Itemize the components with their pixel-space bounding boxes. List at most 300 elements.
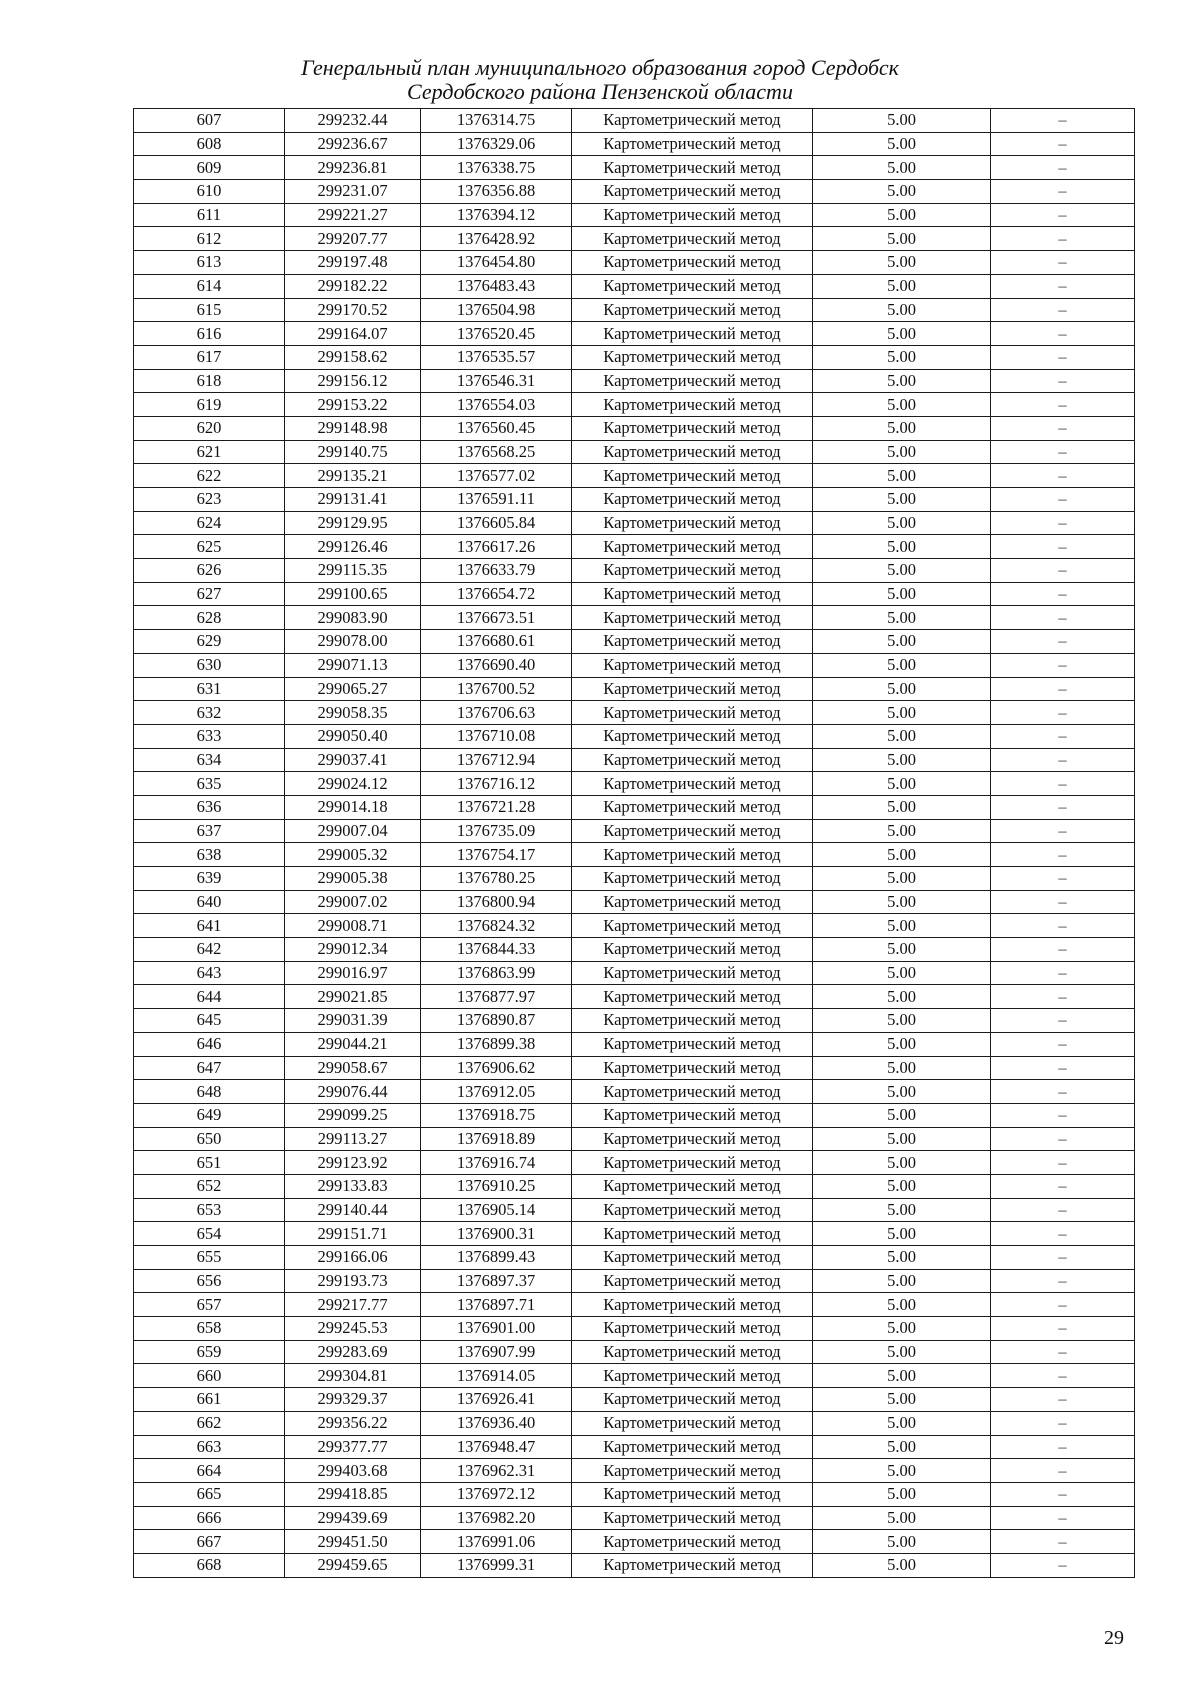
method-cell: Картометрический метод: [572, 132, 813, 156]
y-coordinate-cell: 1376710.08: [421, 724, 572, 748]
point-number-cell: 643: [134, 961, 285, 985]
point-number-cell: 651: [134, 1151, 285, 1175]
x-coordinate-cell: 299071.13: [285, 653, 421, 677]
x-coordinate-cell: 299050.40: [285, 724, 421, 748]
point-number-cell: 649: [134, 1103, 285, 1127]
table-row: [134, 772, 1135, 796]
method-cell: Картометрический метод: [572, 1009, 813, 1033]
point-number-cell: 653: [134, 1198, 285, 1222]
accuracy-cell: 5.00: [813, 559, 991, 583]
y-coordinate-cell: 1376905.14: [421, 1198, 572, 1222]
table-row: [134, 630, 1135, 654]
x-coordinate-cell: 299451.50: [285, 1530, 421, 1554]
table-row: [134, 132, 1135, 156]
y-coordinate-cell: 1376554.03: [421, 393, 572, 417]
x-coordinate-cell: 299007.04: [285, 819, 421, 843]
y-coordinate-cell: 1376907.99: [421, 1340, 572, 1364]
method-cell: Картометрический метод: [572, 1103, 813, 1127]
note-cell: –: [991, 724, 1135, 748]
point-number-cell: 610: [134, 180, 285, 204]
accuracy-cell: 5.00: [813, 1174, 991, 1198]
note-cell: –: [991, 1151, 1135, 1175]
method-cell: Картометрический метод: [572, 843, 813, 867]
y-coordinate-cell: 1376982.20: [421, 1506, 572, 1530]
point-number-cell: 633: [134, 724, 285, 748]
method-cell: Картометрический метод: [572, 109, 813, 133]
point-number-cell: 642: [134, 938, 285, 962]
note-cell: –: [991, 843, 1135, 867]
y-coordinate-cell: 1376754.17: [421, 843, 572, 867]
table-row: [134, 156, 1135, 180]
point-number-cell: 646: [134, 1032, 285, 1056]
x-coordinate-cell: 299083.90: [285, 606, 421, 630]
accuracy-cell: 5.00: [813, 677, 991, 701]
table-row: [134, 416, 1135, 440]
method-cell: Картометрический метод: [572, 559, 813, 583]
point-number-cell: 656: [134, 1269, 285, 1293]
x-coordinate-cell: 299304.81: [285, 1364, 421, 1388]
accuracy-cell: 5.00: [813, 1530, 991, 1554]
note-cell: –: [991, 961, 1135, 985]
table-row: [134, 795, 1135, 819]
accuracy-cell: 5.00: [813, 1459, 991, 1483]
table-row: [134, 1435, 1135, 1459]
method-cell: Картометрический метод: [572, 1293, 813, 1317]
note-cell: –: [991, 1174, 1135, 1198]
table-row: [134, 1293, 1135, 1317]
note-cell: –: [991, 416, 1135, 440]
y-coordinate-cell: 1376700.52: [421, 677, 572, 701]
accuracy-cell: 5.00: [813, 1103, 991, 1127]
accuracy-cell: 5.00: [813, 251, 991, 275]
method-cell: Картометрический метод: [572, 1435, 813, 1459]
method-cell: Картометрический метод: [572, 156, 813, 180]
y-coordinate-cell: 1376504.98: [421, 298, 572, 322]
y-coordinate-cell: 1376780.25: [421, 867, 572, 891]
note-cell: –: [991, 203, 1135, 227]
method-cell: Картометрический метод: [572, 1506, 813, 1530]
method-cell: Картометрический метод: [572, 914, 813, 938]
method-cell: Картометрический метод: [572, 795, 813, 819]
note-cell: –: [991, 1553, 1135, 1577]
point-number-cell: 644: [134, 985, 285, 1009]
table-row: [134, 203, 1135, 227]
point-number-cell: 660: [134, 1364, 285, 1388]
accuracy-cell: 5.00: [813, 1222, 991, 1246]
y-coordinate-cell: 1376546.31: [421, 369, 572, 393]
y-coordinate-cell: 1376936.40: [421, 1411, 572, 1435]
accuracy-cell: 5.00: [813, 227, 991, 251]
point-number-cell: 639: [134, 867, 285, 891]
y-coordinate-cell: 1376721.28: [421, 795, 572, 819]
accuracy-cell: 5.00: [813, 156, 991, 180]
method-cell: Картометрический метод: [572, 1459, 813, 1483]
method-cell: Картометрический метод: [572, 1174, 813, 1198]
x-coordinate-cell: 299221.27: [285, 203, 421, 227]
point-number-cell: 618: [134, 369, 285, 393]
point-number-cell: 638: [134, 843, 285, 867]
y-coordinate-cell: 1376314.75: [421, 109, 572, 133]
x-coordinate-cell: 299126.46: [285, 535, 421, 559]
point-number-cell: 668: [134, 1553, 285, 1577]
note-cell: –: [991, 819, 1135, 843]
y-coordinate-cell: 1376633.79: [421, 559, 572, 583]
point-number-cell: 607: [134, 109, 285, 133]
note-cell: –: [991, 180, 1135, 204]
x-coordinate-cell: 299140.44: [285, 1198, 421, 1222]
method-cell: Картометрический метод: [572, 748, 813, 772]
x-coordinate-cell: 299044.21: [285, 1032, 421, 1056]
table-row: [134, 274, 1135, 298]
y-coordinate-cell: 1376899.38: [421, 1032, 572, 1056]
point-number-cell: 613: [134, 251, 285, 275]
table-row: [134, 1151, 1135, 1175]
accuracy-cell: 5.00: [813, 488, 991, 512]
point-number-cell: 637: [134, 819, 285, 843]
note-cell: –: [991, 1482, 1135, 1506]
point-number-cell: 609: [134, 156, 285, 180]
method-cell: Картометрический метод: [572, 535, 813, 559]
method-cell: Картометрический метод: [572, 630, 813, 654]
accuracy-cell: 5.00: [813, 1080, 991, 1104]
accuracy-cell: 5.00: [813, 511, 991, 535]
table-row: [134, 511, 1135, 535]
accuracy-cell: 5.00: [813, 1246, 991, 1270]
point-number-cell: 654: [134, 1222, 285, 1246]
page-number: 29: [1104, 1627, 1124, 1649]
note-cell: –: [991, 156, 1135, 180]
x-coordinate-cell: 299182.22: [285, 274, 421, 298]
accuracy-cell: 5.00: [813, 772, 991, 796]
note-cell: –: [991, 1127, 1135, 1151]
accuracy-cell: 5.00: [813, 1009, 991, 1033]
table-row: [134, 748, 1135, 772]
note-cell: –: [991, 1269, 1135, 1293]
point-number-cell: 631: [134, 677, 285, 701]
method-cell: Картометрический метод: [572, 724, 813, 748]
x-coordinate-cell: 299008.71: [285, 914, 421, 938]
accuracy-cell: 5.00: [813, 1553, 991, 1577]
x-coordinate-cell: 299140.75: [285, 440, 421, 464]
table-row: [134, 819, 1135, 843]
x-coordinate-cell: 299217.77: [285, 1293, 421, 1317]
method-cell: Картометрический метод: [572, 1151, 813, 1175]
y-coordinate-cell: 1376591.11: [421, 488, 572, 512]
point-number-cell: 647: [134, 1056, 285, 1080]
accuracy-cell: 5.00: [813, 985, 991, 1009]
accuracy-cell: 5.00: [813, 938, 991, 962]
y-coordinate-cell: 1376906.62: [421, 1056, 572, 1080]
y-coordinate-cell: 1376914.05: [421, 1364, 572, 1388]
coordinates-table-body: [134, 109, 1135, 1578]
table-row: [134, 393, 1135, 417]
note-cell: –: [991, 1198, 1135, 1222]
y-coordinate-cell: 1376972.12: [421, 1482, 572, 1506]
accuracy-cell: 5.00: [813, 582, 991, 606]
method-cell: Картометрический метод: [572, 369, 813, 393]
point-number-cell: 611: [134, 203, 285, 227]
y-coordinate-cell: 1376712.94: [421, 748, 572, 772]
accuracy-cell: 5.00: [813, 795, 991, 819]
x-coordinate-cell: 299100.65: [285, 582, 421, 606]
table-row: [134, 1506, 1135, 1530]
table-row: [134, 1317, 1135, 1341]
table-row: [134, 535, 1135, 559]
note-cell: –: [991, 1080, 1135, 1104]
accuracy-cell: 5.00: [813, 1388, 991, 1412]
y-coordinate-cell: 1376735.09: [421, 819, 572, 843]
x-coordinate-cell: 299076.44: [285, 1080, 421, 1104]
x-coordinate-cell: 299439.69: [285, 1506, 421, 1530]
table-row: [134, 1056, 1135, 1080]
table-row: [134, 867, 1135, 891]
point-number-cell: 621: [134, 440, 285, 464]
accuracy-cell: 5.00: [813, 1317, 991, 1341]
method-cell: Картометрический метод: [572, 961, 813, 985]
x-coordinate-cell: 299403.68: [285, 1459, 421, 1483]
accuracy-cell: 5.00: [813, 535, 991, 559]
x-coordinate-cell: 299164.07: [285, 322, 421, 346]
y-coordinate-cell: 1376824.32: [421, 914, 572, 938]
note-cell: –: [991, 795, 1135, 819]
x-coordinate-cell: 299005.32: [285, 843, 421, 867]
note-cell: –: [991, 511, 1135, 535]
note-cell: –: [991, 630, 1135, 654]
method-cell: Картометрический метод: [572, 298, 813, 322]
note-cell: –: [991, 772, 1135, 796]
point-number-cell: 629: [134, 630, 285, 654]
table-row: [134, 180, 1135, 204]
note-cell: –: [991, 345, 1135, 369]
y-coordinate-cell: 1376991.06: [421, 1530, 572, 1554]
point-number-cell: 661: [134, 1388, 285, 1412]
y-coordinate-cell: 1376897.37: [421, 1269, 572, 1293]
x-coordinate-cell: 299418.85: [285, 1482, 421, 1506]
method-cell: Картометрический метод: [572, 1032, 813, 1056]
accuracy-cell: 5.00: [813, 393, 991, 417]
note-cell: –: [991, 488, 1135, 512]
y-coordinate-cell: 1376999.31: [421, 1553, 572, 1577]
y-coordinate-cell: 1376680.61: [421, 630, 572, 654]
table-row: [134, 440, 1135, 464]
y-coordinate-cell: 1376916.74: [421, 1151, 572, 1175]
table-row: [134, 1364, 1135, 1388]
x-coordinate-cell: 299058.35: [285, 701, 421, 725]
note-cell: –: [991, 914, 1135, 938]
y-coordinate-cell: 1376338.75: [421, 156, 572, 180]
method-cell: Картометрический метод: [572, 1530, 813, 1554]
x-coordinate-cell: 299037.41: [285, 748, 421, 772]
note-cell: –: [991, 1009, 1135, 1033]
accuracy-cell: 5.00: [813, 630, 991, 654]
x-coordinate-cell: 299153.22: [285, 393, 421, 417]
accuracy-cell: 5.00: [813, 701, 991, 725]
accuracy-cell: 5.00: [813, 1293, 991, 1317]
method-cell: Картометрический метод: [572, 1127, 813, 1151]
y-coordinate-cell: 1376605.84: [421, 511, 572, 535]
accuracy-cell: 5.00: [813, 298, 991, 322]
y-coordinate-cell: 1376706.63: [421, 701, 572, 725]
note-cell: –: [991, 701, 1135, 725]
x-coordinate-cell: 299113.27: [285, 1127, 421, 1151]
accuracy-cell: 5.00: [813, 345, 991, 369]
point-number-cell: 640: [134, 890, 285, 914]
y-coordinate-cell: 1376901.00: [421, 1317, 572, 1341]
table-row: [134, 227, 1135, 251]
y-coordinate-cell: 1376428.92: [421, 227, 572, 251]
x-coordinate-cell: 299245.53: [285, 1317, 421, 1341]
accuracy-cell: 5.00: [813, 1198, 991, 1222]
method-cell: Картометрический метод: [572, 1553, 813, 1577]
table-row: [134, 464, 1135, 488]
point-number-cell: 622: [134, 464, 285, 488]
table-row: [134, 488, 1135, 512]
note-cell: –: [991, 132, 1135, 156]
method-cell: Картометрический метод: [572, 488, 813, 512]
note-cell: –: [991, 1293, 1135, 1317]
x-coordinate-cell: 299115.35: [285, 559, 421, 583]
method-cell: Картометрический метод: [572, 819, 813, 843]
point-number-cell: 619: [134, 393, 285, 417]
x-coordinate-cell: 299058.67: [285, 1056, 421, 1080]
y-coordinate-cell: 1376899.43: [421, 1246, 572, 1270]
x-coordinate-cell: 299193.73: [285, 1269, 421, 1293]
x-coordinate-cell: 299156.12: [285, 369, 421, 393]
accuracy-cell: 5.00: [813, 1151, 991, 1175]
table-row: [134, 938, 1135, 962]
accuracy-cell: 5.00: [813, 867, 991, 891]
note-cell: –: [991, 1388, 1135, 1412]
method-cell: Картометрический метод: [572, 1340, 813, 1364]
point-number-cell: 614: [134, 274, 285, 298]
x-coordinate-cell: 299131.41: [285, 488, 421, 512]
method-cell: Картометрический метод: [572, 511, 813, 535]
accuracy-cell: 5.00: [813, 416, 991, 440]
table-row: [134, 1459, 1135, 1483]
header-title-line-2: Сердобского района Пензенской области: [407, 79, 793, 104]
accuracy-cell: 5.00: [813, 322, 991, 346]
method-cell: Картометрический метод: [572, 1198, 813, 1222]
note-cell: –: [991, 890, 1135, 914]
x-coordinate-cell: 299148.98: [285, 416, 421, 440]
table-row: [134, 724, 1135, 748]
table-row: [134, 251, 1135, 275]
table-row: [134, 914, 1135, 938]
x-coordinate-cell: 299065.27: [285, 677, 421, 701]
y-coordinate-cell: 1376877.97: [421, 985, 572, 1009]
method-cell: Картометрический метод: [572, 1056, 813, 1080]
note-cell: –: [991, 938, 1135, 962]
y-coordinate-cell: 1376654.72: [421, 582, 572, 606]
note-cell: –: [991, 677, 1135, 701]
x-coordinate-cell: 299170.52: [285, 298, 421, 322]
table-row: [134, 298, 1135, 322]
point-number-cell: 625: [134, 535, 285, 559]
y-coordinate-cell: 1376483.43: [421, 274, 572, 298]
document-header: [0, 56, 1200, 104]
note-cell: –: [991, 369, 1135, 393]
method-cell: Картометрический метод: [572, 677, 813, 701]
y-coordinate-cell: 1376356.88: [421, 180, 572, 204]
method-cell: Картометрический метод: [572, 1482, 813, 1506]
x-coordinate-cell: 299197.48: [285, 251, 421, 275]
table-row: [134, 606, 1135, 630]
x-coordinate-cell: 299012.34: [285, 938, 421, 962]
x-coordinate-cell: 299133.83: [285, 1174, 421, 1198]
table-row: [134, 1246, 1135, 1270]
point-number-cell: 617: [134, 345, 285, 369]
table-row: [134, 1222, 1135, 1246]
point-number-cell: 635: [134, 772, 285, 796]
point-number-cell: 623: [134, 488, 285, 512]
accuracy-cell: 5.00: [813, 203, 991, 227]
accuracy-cell: 5.00: [813, 1482, 991, 1506]
table-row: [134, 559, 1135, 583]
table-row: [134, 1198, 1135, 1222]
point-number-cell: 645: [134, 1009, 285, 1033]
point-number-cell: 655: [134, 1246, 285, 1270]
accuracy-cell: 5.00: [813, 180, 991, 204]
method-cell: Картометрический метод: [572, 1222, 813, 1246]
table-row: [134, 653, 1135, 677]
method-cell: Картометрический метод: [572, 653, 813, 677]
point-number-cell: 663: [134, 1435, 285, 1459]
y-coordinate-cell: 1376918.75: [421, 1103, 572, 1127]
note-cell: –: [991, 322, 1135, 346]
note-cell: –: [991, 653, 1135, 677]
x-coordinate-cell: 299232.44: [285, 109, 421, 133]
table-row: [134, 701, 1135, 725]
point-number-cell: 667: [134, 1530, 285, 1554]
accuracy-cell: 5.00: [813, 843, 991, 867]
table-row: [134, 1127, 1135, 1151]
x-coordinate-cell: 299329.37: [285, 1388, 421, 1412]
note-cell: –: [991, 1056, 1135, 1080]
y-coordinate-cell: 1376897.71: [421, 1293, 572, 1317]
y-coordinate-cell: 1376673.51: [421, 606, 572, 630]
method-cell: Картометрический метод: [572, 180, 813, 204]
x-coordinate-cell: 299166.06: [285, 1246, 421, 1270]
x-coordinate-cell: 299129.95: [285, 511, 421, 535]
y-coordinate-cell: 1376690.40: [421, 653, 572, 677]
accuracy-cell: 5.00: [813, 1127, 991, 1151]
method-cell: Картометрический метод: [572, 464, 813, 488]
method-cell: Картометрический метод: [572, 393, 813, 417]
note-cell: –: [991, 274, 1135, 298]
x-coordinate-cell: 299207.77: [285, 227, 421, 251]
y-coordinate-cell: 1376716.12: [421, 772, 572, 796]
accuracy-cell: 5.00: [813, 890, 991, 914]
x-coordinate-cell: 299099.25: [285, 1103, 421, 1127]
method-cell: Картометрический метод: [572, 582, 813, 606]
y-coordinate-cell: 1376910.25: [421, 1174, 572, 1198]
y-coordinate-cell: 1376844.33: [421, 938, 572, 962]
note-cell: –: [991, 1435, 1135, 1459]
x-coordinate-cell: 299158.62: [285, 345, 421, 369]
y-coordinate-cell: 1376926.41: [421, 1388, 572, 1412]
method-cell: Картометрический метод: [572, 322, 813, 346]
table-row: [134, 1482, 1135, 1506]
x-coordinate-cell: 299231.07: [285, 180, 421, 204]
y-coordinate-cell: 1376568.25: [421, 440, 572, 464]
point-number-cell: 652: [134, 1174, 285, 1198]
x-coordinate-cell: 299031.39: [285, 1009, 421, 1033]
accuracy-cell: 5.00: [813, 1411, 991, 1435]
method-cell: Картометрический метод: [572, 1317, 813, 1341]
x-coordinate-cell: 299151.71: [285, 1222, 421, 1246]
x-coordinate-cell: 299377.77: [285, 1435, 421, 1459]
table-row: [134, 843, 1135, 867]
